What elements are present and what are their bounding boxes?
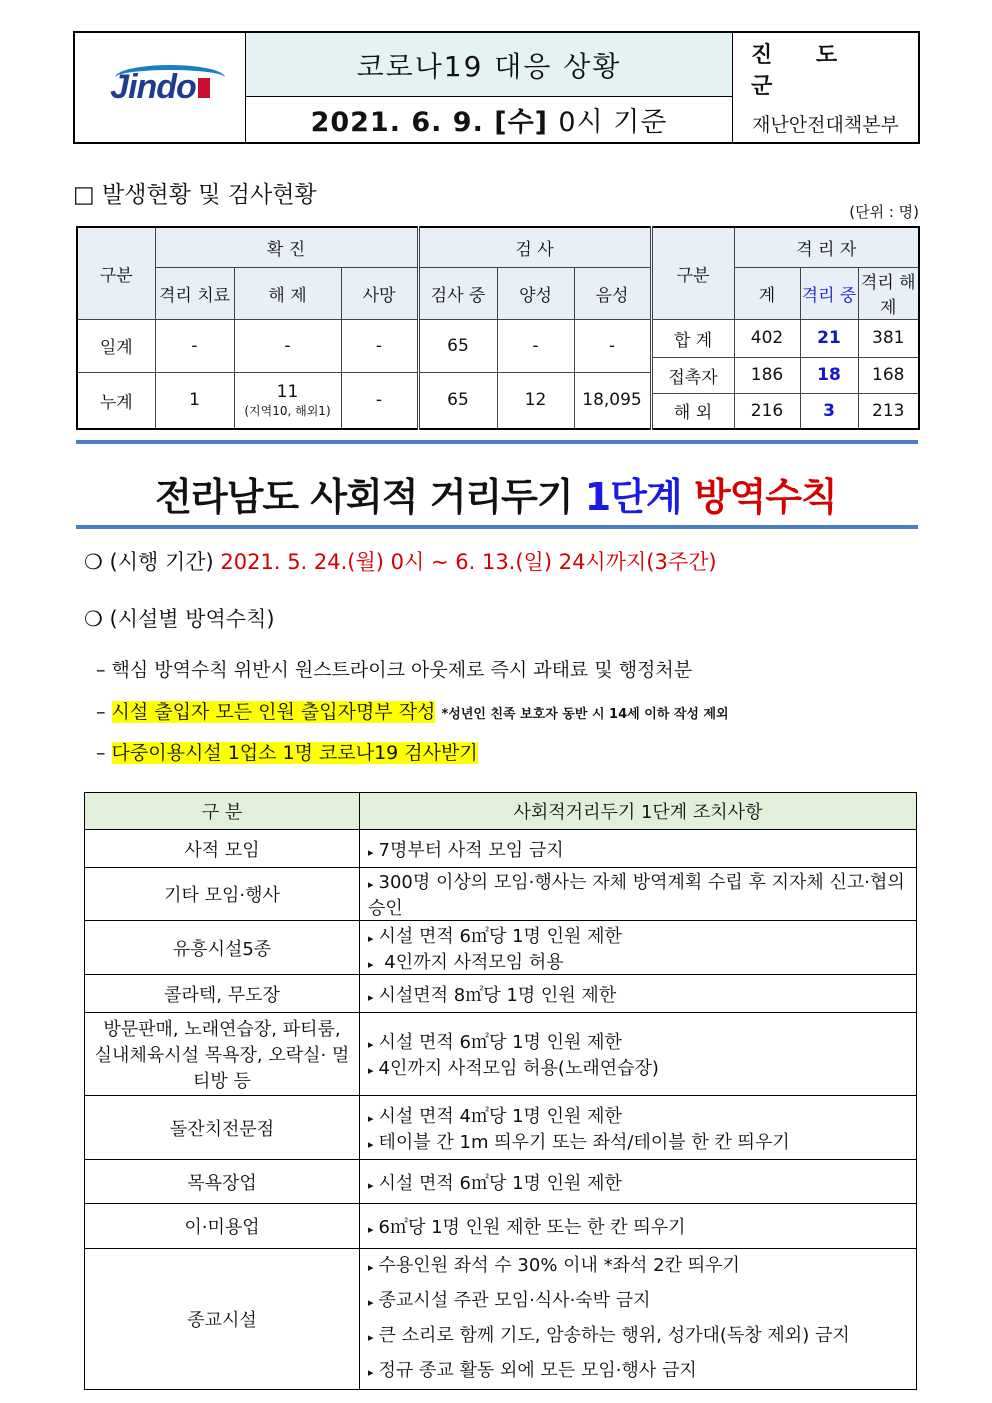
measure-item [368,1102,908,1128]
triangle-bullet-icon: ▸ [368,1223,374,1236]
release-note: (지역10, 해외1) [244,403,331,418]
measure-item [368,1354,908,1389]
jindo-logo [75,33,246,142]
period-label: ❍ (시행 기간) [84,550,214,574]
triangle-bullet-icon: ▸ [368,1331,374,1344]
measures-cell [360,1096,917,1160]
cell: - [234,319,341,372]
table-row [77,319,919,357]
dash: – [96,701,106,723]
cell: - [497,319,574,372]
measures-cell [360,1160,917,1204]
measure-text: 큰 소리로 함께 기도, 암송하는 행위, 성가대(독창 제외) 금지 [378,1325,850,1346]
policy-table [84,792,917,1390]
rule-1: – 핵심 방역수칙 위반시 원스트라이크 아웃제로 즉시 과태료 및 행정처분 [96,659,693,681]
facility-label: ❍ (시설별 방역수칙) [84,607,275,631]
cell: 402 [734,319,800,357]
header-category: 구 분 [85,793,360,830]
triangle-bullet-icon: ▸ [368,1038,374,1051]
q-row-label: 접촉자 [651,357,734,393]
report-header [73,31,920,144]
measure-text: 종교시설 주관 모임·식사·숙박 금지 [378,1290,651,1311]
cell: - [574,319,651,372]
col-positive: 양성 [497,267,574,319]
measure-text: 4인까지 사적모임 허용 [378,951,564,973]
cell: 186 [734,357,800,393]
cell: - [155,319,234,372]
banner-title [0,466,992,521]
cell: 216 [734,393,800,429]
col-q-current: 격리 중 [800,267,858,319]
table-row [85,975,917,1013]
category-cell: 유흥시설5종 [85,921,360,975]
category-cell: 사적 모임 [85,830,360,868]
measures-cell [360,975,917,1013]
col-isolation: 격리 치료 [155,267,234,319]
cell: 21 [800,319,858,357]
measure-text: 시설면적 8㎡당 1명 인원 제한 [378,984,617,1006]
table-row [85,921,917,975]
cell: - [341,319,418,372]
report-title: 코로나19 대응 상황 [246,33,732,97]
table-row [85,1249,917,1390]
dept-name: 재난안전대책본부 [752,114,899,136]
measure-text: 시설 면적 6㎡당 1명 인원 제한 [378,1032,622,1053]
dash: – [96,742,106,764]
measures-cell [360,1204,917,1249]
banner-b: 1단계 [584,475,694,519]
header-quarantine: 격 리 자 [734,227,919,267]
measure-item [368,1169,908,1195]
date: 2021. 6. 9. [수] [310,107,549,138]
cell: 12 [497,372,574,429]
cell: 213 [858,393,919,429]
rule-2-note: *성년인 친족 보호자 동반 시 14세 이하 작성 제외 [441,707,729,722]
measure-item [368,948,908,974]
measure-text: 시설 면적 4㎡당 1명 인원 제한 [378,1105,622,1127]
category-cell: 목욕장업 [85,1160,360,1204]
table-row [85,1160,917,1204]
rule-2-text: 시설 출입자 모든 인원 출입자명부 작성 [111,701,436,723]
category-cell: 기타 모임·행사 [85,868,360,921]
triangle-bullet-icon: ▸ [368,1261,374,1274]
triangle-bullet-icon: ▸ [368,1137,374,1151]
divider [76,440,918,444]
table-row [85,1013,917,1096]
col-testing: 검사 중 [418,267,497,319]
header-confirmed: 확 진 [155,227,418,267]
category-cell: 방문판매, 노래연습장, 파티룸, 실내체육시설 목욕장, 오락실· 멀티방 등 [85,1013,360,1096]
measure-item [368,1249,908,1284]
measures-cell [360,1013,917,1096]
measures-cell [360,1249,917,1390]
divider [76,525,918,529]
rule-3 [96,738,478,765]
rule-3-text: 다중이용시설 1업소 1명 코로나19 검사받기 [111,742,478,764]
cell: 65 [418,372,497,429]
measure-item [368,868,908,920]
banner-c: 방역수칙 [693,475,837,519]
measure-text: 6㎡당 1명 인원 제한 또는 한 칸 띄우기 [378,1217,686,1238]
measure-item [368,1284,908,1319]
cell: - [341,372,418,429]
measure-item [368,922,908,948]
header-gubun2: 구분 [651,227,734,319]
table-row [85,1096,917,1160]
unit-label: (단위 : 명) [849,203,919,221]
measure-text: 시설 면적 6㎡당 1명 인원 제한 [378,1172,622,1194]
banner-a: 전라남도 사회적 거리두기 [155,475,585,519]
triangle-bullet-icon: ▸ [368,1111,374,1125]
stats-table [76,226,920,430]
table-row [85,868,917,921]
header-measures: 사회적거리두기 1단계 조치사항 [360,793,917,830]
triangle-bullet-icon: ▸ [368,1178,374,1192]
cell: 3 [800,393,858,429]
measure-item [368,1028,908,1054]
triangle-bullet-icon: ▸ [368,1366,374,1379]
table-row [85,830,917,868]
triangle-bullet-icon: ▸ [368,878,374,891]
col-q-release: 격리 해제 [858,267,919,319]
date-basis: 0시 기준 [558,107,668,138]
triangle-bullet-icon: ▸ [368,1064,374,1077]
table-row [85,1204,917,1249]
triangle-bullet-icon: ▸ [368,990,374,1004]
row-label: 누계 [77,372,155,429]
triangle-bullet-icon: ▸ [368,1296,374,1309]
measure-text: 시설 면적 6㎡당 1명 인원 제한 [378,925,622,947]
report-date [246,97,732,142]
logo-text: Jindo [110,68,196,106]
header-gubun: 구분 [77,227,155,319]
period-value: 2021. 5. 24.(월) 0시 ~ 6. 13.(일) 24시까지(3주간) [220,550,717,574]
cell: 381 [858,319,919,357]
col-negative: 음성 [574,267,651,319]
category-cell: 이·미용업 [85,1204,360,1249]
rule-2 [96,697,729,724]
cell: 168 [858,357,919,393]
col-death: 사망 [341,267,418,319]
header-test: 검 사 [418,227,651,267]
measure-item [368,1054,908,1080]
cell: 18,095 [574,372,651,429]
category-cell: 콜라텍, 무도장 [85,975,360,1013]
measures-cell [360,830,917,868]
measure-text: 수용인원 좌석 수 30% 이내 *좌석 2칸 띄우기 [378,1255,740,1276]
q-row-label: 해 외 [651,393,734,429]
triangle-bullet-icon: ▸ [368,957,374,971]
q-row-label: 합 계 [651,319,734,357]
cell [234,372,341,429]
measure-item [368,1319,908,1354]
cell: 1 [155,372,234,429]
measure-text: 테이블 간 1m 띄우기 또는 좌석/테이블 한 칸 띄우기 [378,1131,790,1153]
measure-text: 정규 종교 활동 외에 모든 모임·행사 금지 [378,1360,697,1381]
cell: 18 [800,357,858,393]
cell: 65 [418,319,497,372]
category-cell: 돌잔치전문점 [85,1096,360,1160]
row-label: 일계 [77,319,155,372]
measure-item [368,1213,908,1239]
category-cell: 종교시설 [85,1249,360,1390]
org-name: 진 도 군 [751,43,856,99]
measure-text: 7명부터 사적 모임 금지 [378,839,564,861]
measure-text: 4인까지 사적모임 허용(노래연습장) [378,1058,659,1079]
measure-item [368,836,908,862]
triangle-bullet-icon: ▸ [368,931,374,945]
section-title: □ 발생현황 및 검사현황 [73,182,317,208]
col-q-total: 계 [734,267,800,319]
measure-item [368,1128,908,1154]
col-release: 해 제 [234,267,341,319]
release-value: 11 [276,381,299,402]
triangle-bullet-icon: ▸ [368,845,374,859]
measures-cell [360,868,917,921]
measure-item [368,981,908,1007]
measures-cell [360,921,917,975]
measure-text: 300명 이상의 모임·행사는 자체 방역계획 수립 후 지자체 신고·협의 승인 [368,872,905,919]
period-line [84,546,717,576]
